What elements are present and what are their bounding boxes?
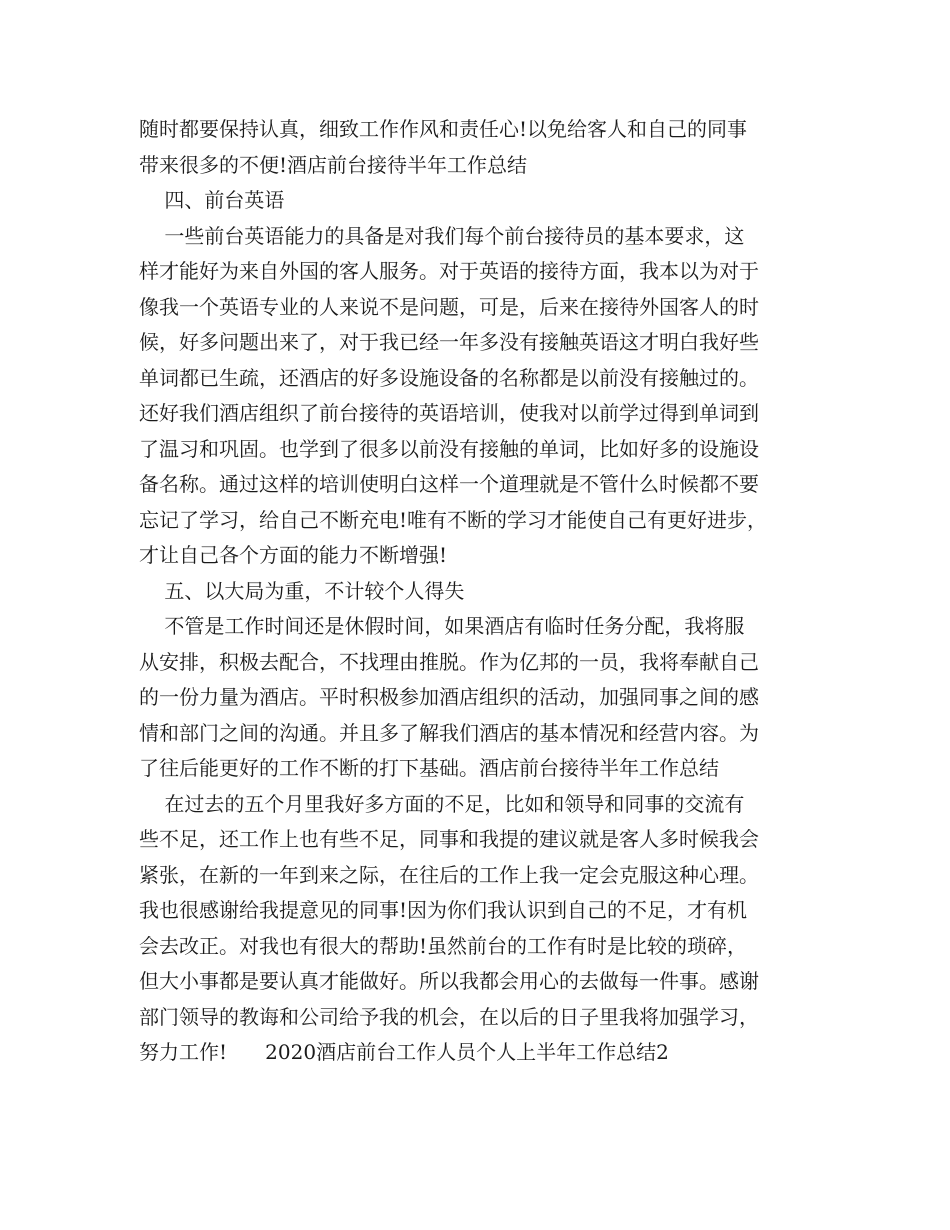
section-heading: 四、前台英语 (139, 188, 285, 212)
text-line: 单词都已生疏，还酒店的好多设施设备的名称都是以前没有接触过的。 (139, 365, 759, 390)
section-heading: 五、以大局为重，不计较个人得失 (139, 578, 465, 603)
text-line: 不管是工作时间还是休假时间，如果酒店有临时任务分配，我将服 (139, 614, 745, 638)
text-line: 但大小事都是要认真才能做好。所以我都会用心的去做每一件事。感谢 (139, 969, 759, 993)
text-line: 努力工作! 2020酒店前台工作人员个人上半年工作总结2 (139, 1040, 669, 1064)
text-line: 一些前台英语能力的具备是对我们每个前台接待员的基本要求，这 (139, 223, 745, 248)
text-line: 备名称。通过这样的培训使明白这样一个道理就是不管什么时候都不要 (139, 472, 759, 496)
text-line: 在过去的五个月里我好多方面的不足，比如和领导和同事的交流有 (139, 791, 745, 816)
text-line: 样才能好为来自外国的客人服务。对于英语的接待方面，我本以为对于 (139, 259, 759, 283)
text-line: 像我一个英语专业的人来说不是问题，可是，后来在接待外国客人的时 (139, 294, 759, 319)
text-line: 还好我们酒店组织了前台接待的英语培训，使我对以前学过得到单词到 (139, 401, 759, 425)
text-line: 随时都要保持认真，细致工作作风和责任心!以免给客人和自己的同事 (139, 117, 748, 141)
text-line: 从安排，积极去配合，不找理由推脱。作为亿邦的一员，我将奉献自己 (139, 649, 759, 674)
text-line: 我也很感谢给我提意见的同事!因为你们我认识到自己的不足，才有机 (139, 898, 748, 922)
text-line: 的一份力量为酒店。平时积极参加酒店组织的活动，加强同事之间的感 (139, 685, 759, 709)
document-body (139, 112, 819, 1071)
text-line: 会去改正。对我也有很大的帮助!虽然前台的工作有时是比较的琐碎， (139, 933, 748, 958)
text-line: 候，好多问题出来了，对于我已经一年多没有接触英语这才明白我好些 (139, 330, 759, 354)
text-line: 了往后能更好的工作不断的打下基础。酒店前台接待半年工作总结 (139, 756, 719, 780)
text-line: 了温习和巩固。也学到了很多以前没有接触的单词，比如好多的设施设 (139, 436, 759, 461)
text-line: 带来很多的不便!酒店前台接待半年工作总结 (139, 152, 528, 177)
text-line: 部门领导的教诲和公司给予我的机会，在以后的日子里我将加强学习， (139, 1004, 759, 1029)
text-line: 才让自己各个方面的能力不断增强! (139, 543, 448, 567)
text-line: 忘记了学习，给自己不断充电!唯有不断的学习才能使自己有更好进步， (139, 507, 768, 532)
text-line: 情和部门之间的沟通。并且多了解我们酒店的基本情况和经营内容。为 (139, 720, 759, 745)
text-line: 紧张，在新的一年到来之际，在往后的工作上我一定会克服这种心理。 (139, 862, 759, 887)
text-line: 些不足，还工作上也有些不足，同事和我提的建议就是客人多时候我会 (139, 827, 759, 851)
